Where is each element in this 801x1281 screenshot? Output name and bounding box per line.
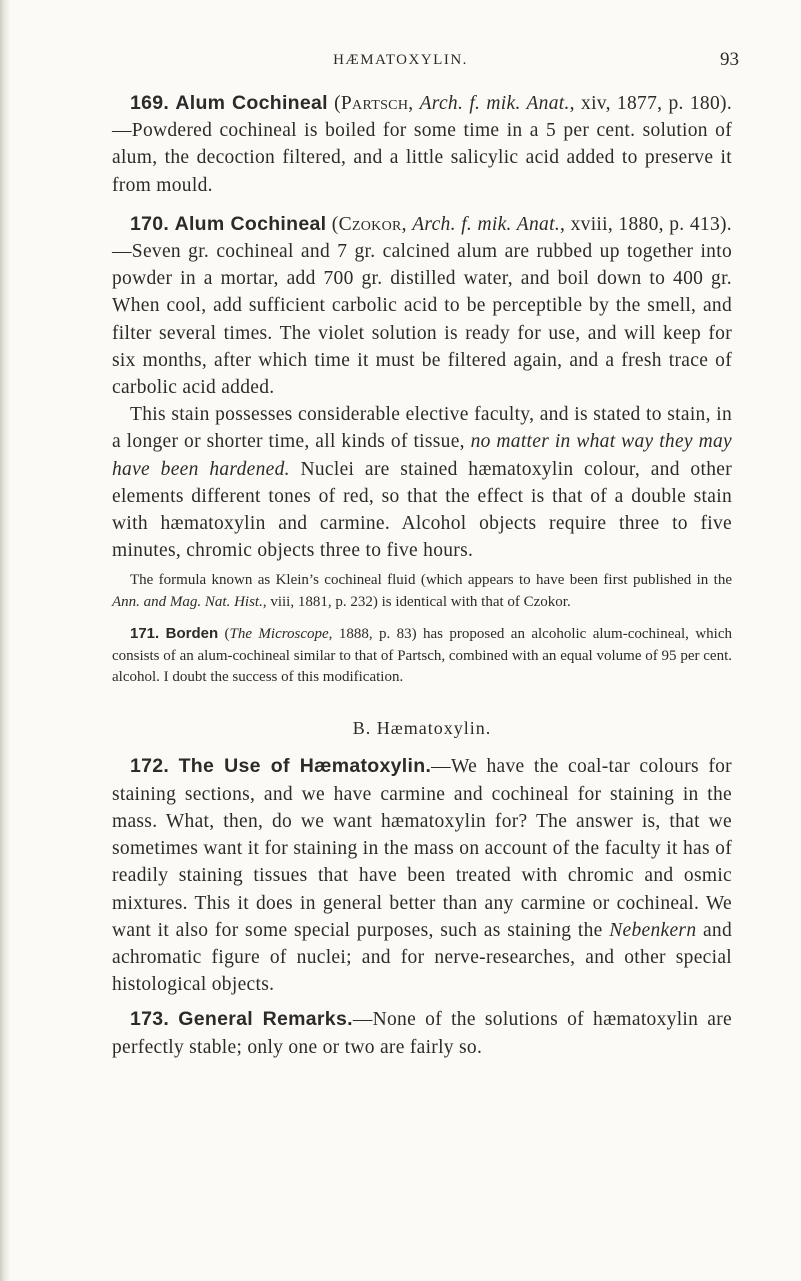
note-text: The formula known as Klein’s cochineal fluid (which appears to have been first published in the bbox=[130, 572, 732, 589]
entry-heading: General Remarks. bbox=[178, 1008, 353, 1031]
entry-text: and achromatic figure of nuclei; and for nerve-researches, and other special histological objects. bbox=[112, 919, 732, 996]
author-name: Partsch bbox=[340, 93, 409, 114]
klein-note bbox=[112, 570, 732, 613]
open-paren: ( bbox=[326, 213, 339, 235]
entry-number: 169. bbox=[130, 92, 170, 114]
journal-title: Ann. and Mag. Nat. Hist. bbox=[112, 593, 263, 610]
entry-heading: The Use of Hæmatoxylin. bbox=[178, 755, 432, 778]
note-text: , viii, 1881, p. 232) is identical with that of Czokor. bbox=[262, 593, 571, 610]
journal-title: Arch. f. mik. Anat. bbox=[419, 93, 570, 114]
page-body bbox=[112, 90, 732, 1061]
entry-number: 172. bbox=[130, 755, 170, 778]
entry-173 bbox=[112, 1006, 732, 1060]
entry-number: 171. bbox=[130, 625, 160, 643]
entry-heading: Alum Cochineal bbox=[174, 212, 327, 235]
section-heading: B. Hæmatoxylin. bbox=[352, 718, 492, 739]
entry-text: , xviii, 1880, p. 413).—Seven gr. cochineal and 7 gr. calcined alum are rubbed up together into powder in a mortar, add 700 gr. distilled water, and boil down to 400 gr. When cool, add sufficient carbolic acid to be perceptible by the smell, and filter several times. The violet solution is ready for use, and will keep for six months, after which time it must be filtered again, and a fresh trace of carbolic acid added. bbox=[112, 213, 732, 399]
entry-heading: Borden bbox=[165, 625, 219, 643]
journal-title: Arch. f. mik. Anat. bbox=[412, 213, 560, 235]
paragraph-text: This stain possesses considerable elective faculty, and is stated to stain, in a longer or shorter time, all kinds of tissue, bbox=[112, 404, 732, 453]
entry-170 bbox=[112, 211, 732, 401]
entry-169 bbox=[112, 90, 732, 199]
entry-170-paragraph-2 bbox=[112, 401, 732, 564]
entry-text: —We have the coal-tar colours for staining sections, and we have carmine and cochineal for staining in the mass. What, then, do we want hæmatoxylin for? The answer is, that we sometimes want it for staining in the mass on account of the faculty it has of readily staining tissues that have been treated with chromic and osmic mixtures. This it does in general better than any carmine or cochineal. We want it also for some special purposes, such as staining the bbox=[112, 756, 732, 941]
entry-text: , 1888, p. 83) has proposed an alcoholic alum-cochineal, which consists of an alum-cochineal similar to that of Partsch, combined with an equal volume of 95 per cent. alcohol. I doubt the success of this modification. bbox=[112, 626, 732, 686]
running-header: HÆMATOXYLIN. bbox=[333, 52, 468, 68]
citation-separator: , bbox=[401, 213, 413, 235]
italic-term: Nebenkern bbox=[609, 919, 697, 941]
italic-phrase: no matter in what way they may have been hardened. bbox=[112, 431, 732, 480]
open-paren: ( bbox=[218, 626, 230, 643]
page-binding-edge bbox=[0, 0, 10, 1281]
entry-text: —None of the solutions of hæmatoxylin are perfectly stable; only one or two are fairly so. bbox=[112, 1009, 732, 1058]
entry-heading: Alum Cochineal bbox=[175, 92, 328, 114]
journal-title: The Microscope bbox=[229, 626, 329, 643]
open-paren: ( bbox=[327, 93, 341, 114]
entry-number: 170. bbox=[130, 212, 170, 235]
author-name: Czokor bbox=[338, 213, 402, 235]
page-number: 93 bbox=[720, 49, 739, 70]
entry-text: , xiv, 1877, p. 180).—Powdered cochineal is boiled for some time in a 5 per cent. solution of alum, the decoction filtered, and a little salicylic acid added to preserve it from mould. bbox=[112, 93, 733, 196]
paragraph-text: Nuclei are stained hæmatoxylin colour, and other elements different tones of red, so that the effect is that of a double stain with hæmatoxylin and carmine. Alcohol objects require three to five minutes, chromic objects three to five hours. bbox=[112, 458, 733, 562]
entry-171 bbox=[112, 623, 732, 688]
citation-separator: , bbox=[408, 93, 420, 114]
entry-172 bbox=[112, 753, 732, 998]
entry-number: 173. bbox=[130, 1008, 170, 1031]
